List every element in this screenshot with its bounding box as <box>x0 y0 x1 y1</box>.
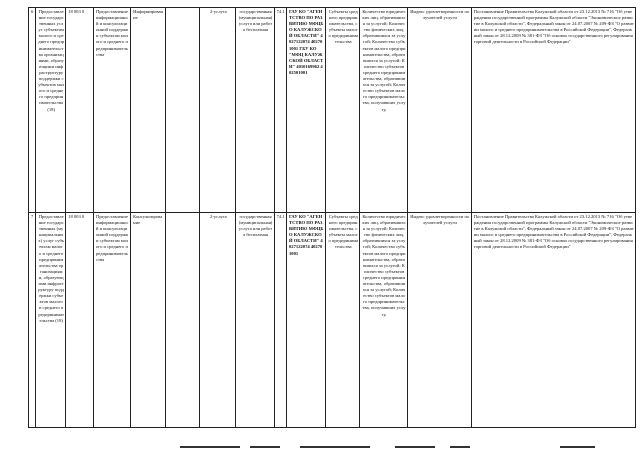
quality-cell: Индекс удовлетворенности получателей услуги <box>407 8 471 213</box>
basis-cell: государственная (муниципальная) услуга или работа бесплатная <box>236 213 274 428</box>
empty-cell <box>166 8 200 213</box>
scan-artifact-line <box>450 446 470 448</box>
table-row <box>29 8 636 213</box>
service-name-cell: Предоставление государственных услуг субъектам малого и среднего предпринимательства организациями, образующими инфраструктуру поддержки субъектов малого и среднего предпринимательства (18) <box>36 8 66 213</box>
service-name-cell: Предоставление государственных (муниципальных) услуг субъектам малого и среднего предпринимательства организациями, образующими инфраструктуру поддержки субъектов малого и среднего предпринимательства (18) <box>36 213 66 428</box>
consumers-cell: Субъекты среднего предпринимательства, субъекты малого предпринимательства <box>326 213 360 428</box>
table-row <box>29 213 636 428</box>
basis-cell: государственная (муниципальная) услуга или работа бесплатная <box>236 8 274 213</box>
code-cell: 18 003 0 <box>66 213 94 428</box>
level-cell: 2-услуга <box>200 213 236 428</box>
code-cell: 18 003 0 <box>66 8 94 213</box>
scan-artifact-line <box>180 446 240 448</box>
service-content-cell: Предоставление информационной и консультационной поддержки субъектам малого и среднего предпринимательства <box>94 8 131 213</box>
service-type-cell: Информирование <box>131 8 166 213</box>
scan-artifact-line <box>250 446 280 448</box>
registry-table <box>28 7 636 428</box>
provider-cell: ГАУ КО "АГЕНТСТВО ПО РАЗВИТИЮ МФЦБО КАЛУЖСКОЙ ОБЛАСТИ" 4027122074 402701001 <box>287 213 326 428</box>
row-number-cell: 7 <box>29 213 36 428</box>
legal-acts-cell: Постановление Правительства Калужской области от 23.12.2013 № 716 "Об утверждении государственной программы Калужской области "Экономическое развитие в Калужской области", Федеральный закон от 24.07.2007 № 209-ФЗ "О развитии малого и среднего предпринимательства в Российской Федерации", Федеральный закон от 28.12.2009 № 381-ФЗ "Об основах государственного регулирования торговой деятельности в Российской Федерации" <box>471 213 635 428</box>
service-content-cell: Предоставление информационной и консультационной поддержки субъектам малого и среднего предпринимательства <box>94 213 131 428</box>
consumers-cell: Субъекты среднего предпринимательства, субъекты малого предпринимательства <box>326 8 360 213</box>
scan-artifact-line <box>300 446 370 448</box>
quality-cell: Индекс удовлетворенности получателей услуги <box>407 213 471 428</box>
indicators-cell: Количество юридических лиц, обратившихся за услугой; Количество физических лиц, обратившихся за услугой; Количество субъектов малого предпринимательства, обратившихся за услугой; Количество субъектов среднего предпринимательства, обратившихся за услугой; Количество субъектов малого предпринимательства, получивших услугу, <box>360 8 407 213</box>
scan-artifact-line <box>395 446 435 448</box>
level-cell: 2-услуга <box>200 8 236 213</box>
okved-cell: 74.1 <box>274 213 286 428</box>
service-type-cell: Консультирование <box>131 213 166 428</box>
row-number-cell: 6 <box>29 8 36 213</box>
okved-cell: 74.1 <box>274 8 286 213</box>
legal-acts-cell: Постановление Правительства Калужской области от 23.12.2013 № 716 "Об утверждении государственной программы Калужской области "Экономическое развитие в Калужской области", Федеральный закон от 24.07.2007 № 209-ФЗ "О развитии малого и среднего предпринимательства в Российской Федерации", Федеральный закон от 28.12.2009 № 381-ФЗ "Об основах государственного регулирования торговой деятельности в Российской Федерации" <box>471 8 635 213</box>
provider-cell: ГАУ КО "АГЕНТСТВО ПО РАЗВИТИЮ МФЦБО КАЛУЖСКОЙ ОБЛАСТИ" 4027122074 402701001 ГБУ КО "МФЦ КАЛУЖСКОЙ ОБЛАСТИ" 4010169962 402501001 <box>287 8 326 213</box>
scan-artifact-line <box>560 446 595 448</box>
indicators-cell: Количество юридических лиц, обратившихся за услугой; Количество физических лиц, обратившихся за услугой; Количество субъектов малого предпринимательства, обратившихся за услугой; Количество субъектов среднего предпринимательства, обратившихся за услугой; Количество субъектов малого предпринимательства, получивших услугу, <box>360 213 407 428</box>
empty-cell <box>166 213 200 428</box>
